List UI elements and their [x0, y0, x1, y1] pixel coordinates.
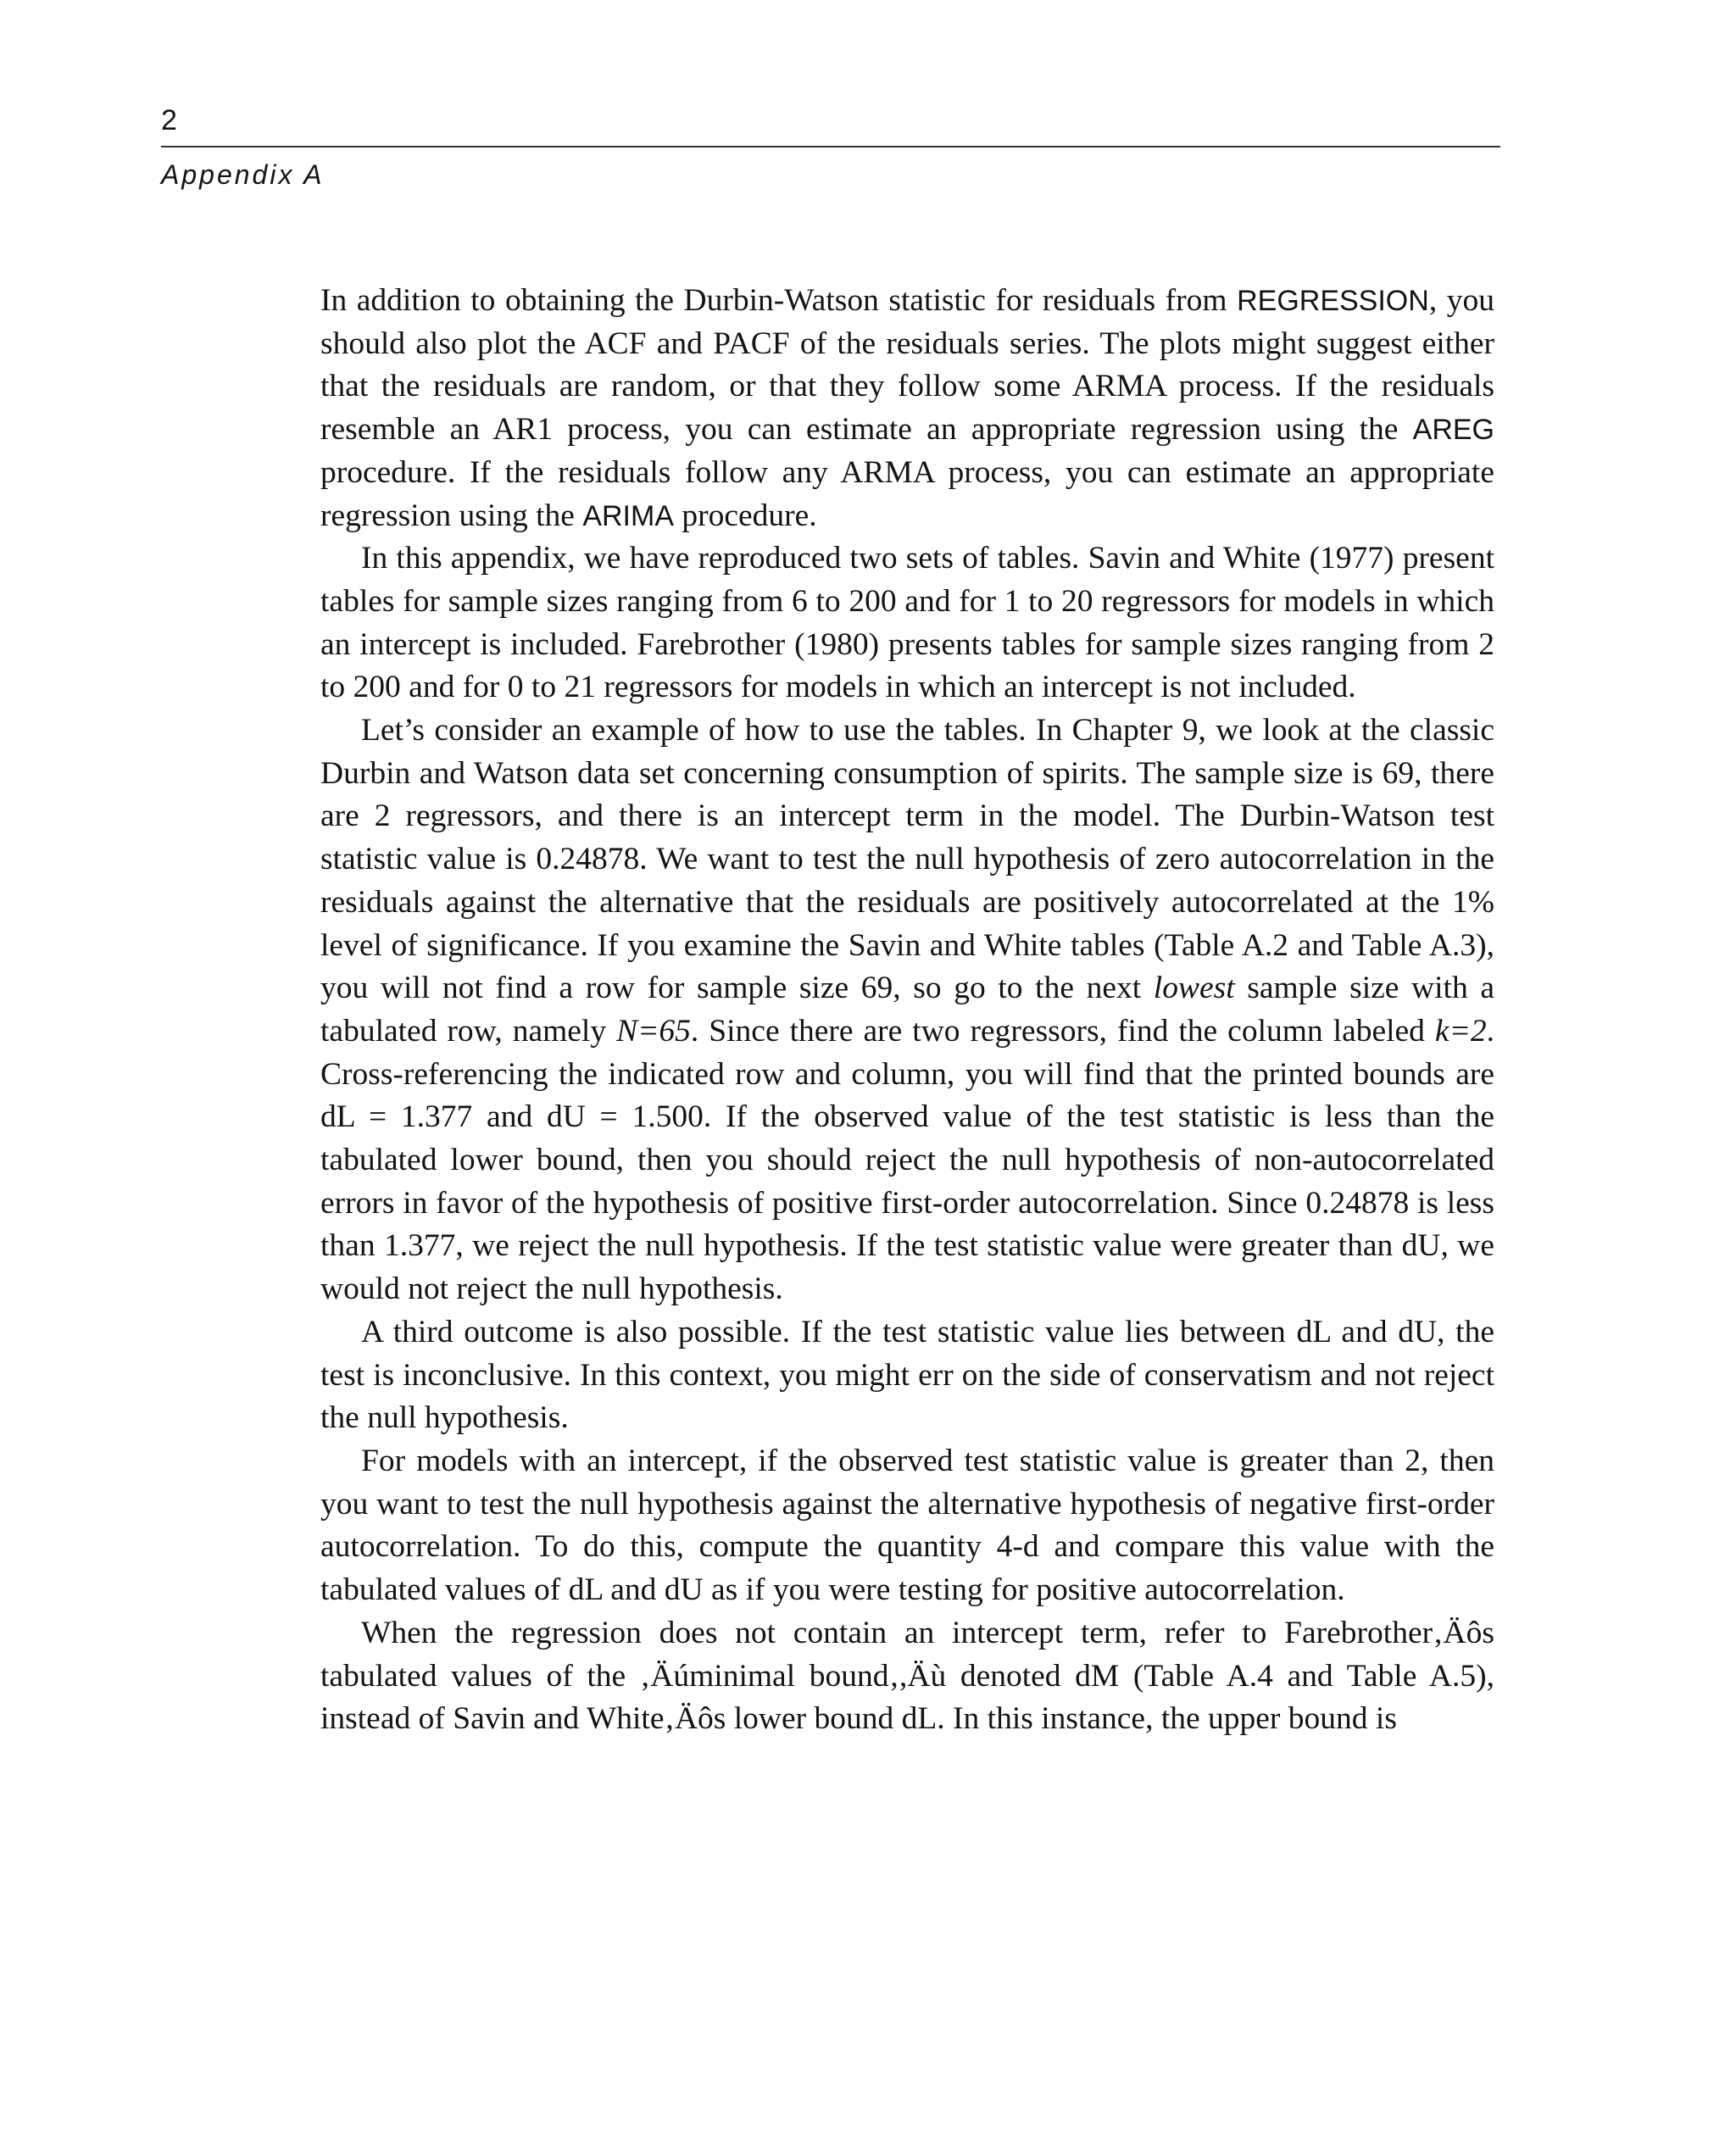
paragraph-3: [320, 709, 1494, 1311]
paragraph-2: In this appendix, we have reproduced two sets of tables. Savin and White (1977) present tables for sample sizes ranging from 6 to 200 and for 1 to 20 regressors for models in which an intercept is included. Farebrother (1980) presents tables for sample sizes ranging from 2 to 200 and for 0 to 21 regressors for models in which an intercept is not included.: [320, 541, 1494, 705]
paragraph-1: [320, 280, 1494, 537]
emphasis-lowest: lowest: [1153, 971, 1235, 1006]
procedure-name-arima: ARIMA: [582, 499, 675, 532]
header-rule: [161, 146, 1500, 147]
paragraph-1-text-3: procedure. If the residuals follow any ARMA process, you can estimate an appropriate regression using the: [320, 454, 1494, 533]
emphasis-n-65: N=65: [616, 1013, 691, 1049]
paragraph-5: For models with an intercept, if the observed test statistic value is greater than 2, then you want to test the null hypothesis against the alternative hypothesis of negative first-order autocorrelation. To do this, compute the quantity 4-d and compare this value with the tabulated values of dL and dU as if you were testing for positive autocorrelation.: [320, 1443, 1494, 1608]
paragraph-3-text-3: . Since there are two regressors, find the column labeled: [690, 1013, 1435, 1049]
emphasis-k-2: k=2: [1434, 1013, 1487, 1049]
paragraph-1-text-2: , you should also plot the ACF and PACF of the residuals series. The plots might suggest either that the residuals are random, or that they follow some ARMA process. If the residuals resemble an AR1 process, you can estimate an appropriate regression using the: [320, 283, 1494, 448]
paragraph-6: When the regression does not contain an intercept term, refer to Farebrother‚Äôs tabulated values of the ‚Äúminimal bound‚,Äù denoted dM (Table A.4 and Table A.5), instead of Savin and White‚Äôs lower bound dL. In this instance, the upper bound is: [320, 1615, 1494, 1737]
paragraph-3-text-4: . Cross-referencing the indicated row and column, you will find that the printed bounds are dL = 1.377 and dU = 1.500. If the observed value of the test statistic is less than the tabulated lower bound, then you should reject the null hypothesis of non-autocorrelated errors in favor of the hypothesis of positive first-order autocorrelation. Since 0.24878 is less than 1.377, we reject the null hypothesis. If the test statistic value were greater than dU, we would not reject the null hypothesis.: [320, 1013, 1494, 1307]
paragraph-3-text-1: Let’s consider an example of how to use the tables. In Chapter 9, we look at the classic Durbin and Watson data set concerning consumption of spirits. The sample size is 69, there are 2 regressors, and there is an intercept term in the model. The Durbin-Watson test statistic value is 0.24878. We want to test the null hypothesis of zero autocorrelation in the residuals against the alternative that the residuals are positively autocorrelated at the 1% level of significance. If you examine the Savin and White tables (Table A.2 and Table A.3), you will not find a row for sample size 69, so go to the next: [320, 713, 1494, 1006]
paragraph-4: A third outcome is also possible. If the test statistic value lies between dL and dU, the test is inconclusive. In this context, you might err on the side of conservatism and not reject the null hypothesis.: [320, 1314, 1494, 1436]
page-number: 2: [161, 104, 177, 136]
paragraph-3-text-2: sample size with a tabulated row, namely: [320, 971, 1494, 1049]
paragraph-1-text-1: In addition to obtaining the Durbin-Watson statistic for residuals from: [320, 283, 1238, 318]
body-text: [320, 280, 1494, 1741]
procedure-name-areg: AREG: [1412, 414, 1494, 447]
paragraph-1-text-4: procedure.: [674, 498, 817, 533]
procedure-name-regression: REGRESSION: [1237, 285, 1429, 317]
running-header: Appendix A: [161, 159, 325, 190]
